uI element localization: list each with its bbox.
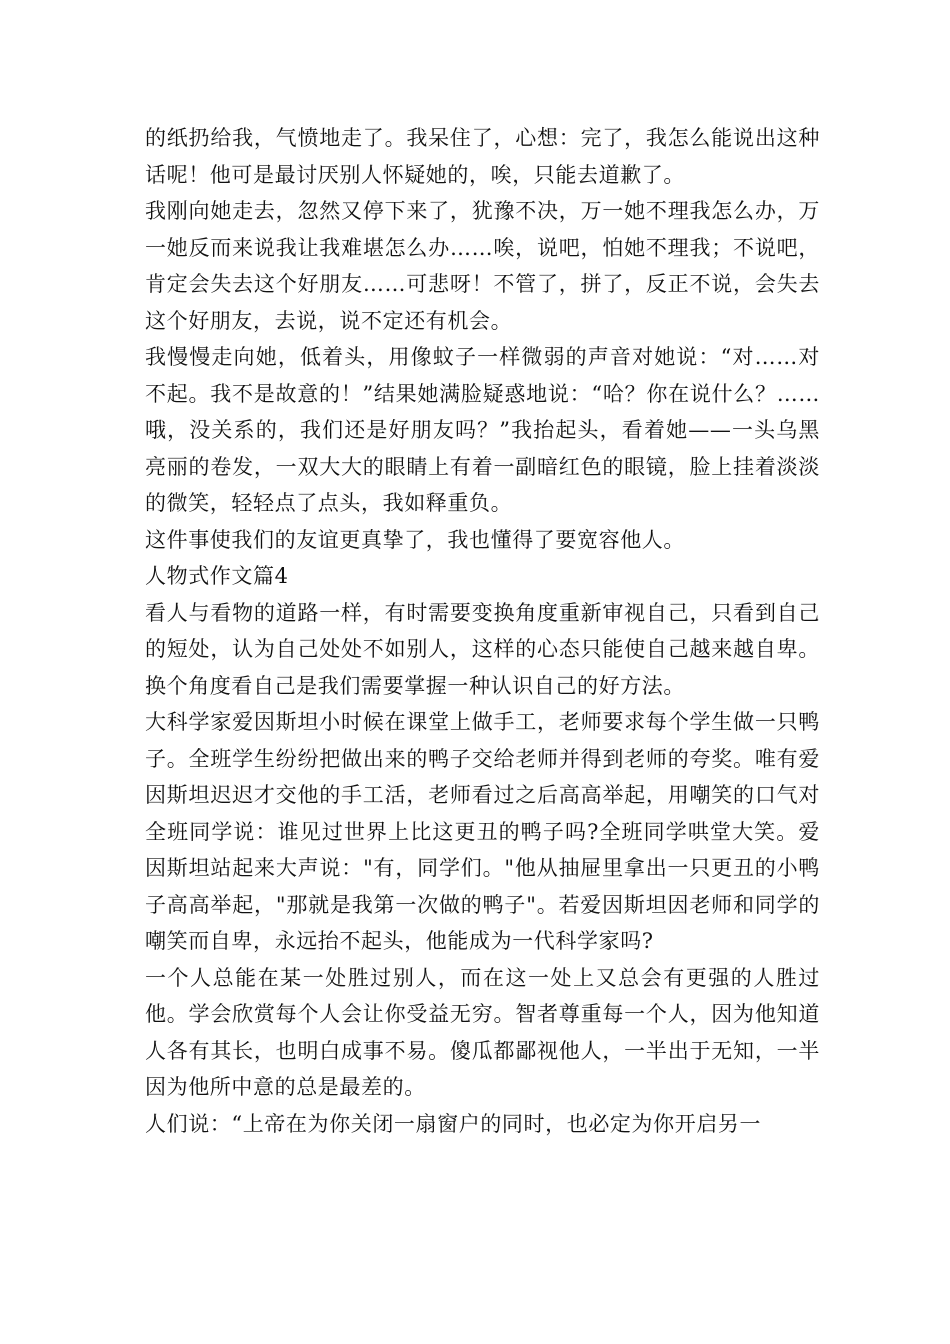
section-heading: 人物式作文篇4 xyxy=(145,564,289,588)
paragraph-2: 我刚向她走去，忽然又停下来了，犹豫不决，万一她不理我怎么办，万一她反而来说我让我难堪怎么办……唉，说吧，怕她不理我；不说吧，肯定会失去这个好朋友……可悲呀！不管了，拼了，反正不说，会失去这个好朋友，去说，说不定还有机会。 xyxy=(145,199,820,333)
paragraph-4: 这件事使我们的友谊更真挚了，我也懂得了要宽容他人。 xyxy=(145,527,685,552)
paragraph-1: 的纸扔给我，气愤地走了。我呆住了，心想：完了，我怎么能说出这种话呢！他可是最讨厌别人怀疑她的，唉，只能去道歉了。 xyxy=(145,126,820,187)
document-body xyxy=(145,120,820,1142)
paragraph-7: 一个人总能在某一处胜过别人，而在这一处上又总会有更强的人胜过他。学会欣赏每个人会让你受益无穷。智者尊重每一个人，因为他知道人各有其长，也明白成事不易。傻瓜都鄙视他人，一半出于无知，一半因为他所中意的总是最差的。 xyxy=(145,965,820,1099)
paragraph-3: 我慢慢走向她，低着头，用像蚊子一样微弱的声音对她说：“对……对不起。我不是故意的！”结果她满脸疑惑地说：“哈？你在说什么？……哦，没关系的，我们还是好朋友吗？”我抬起头，看着她——一头乌黑亮丽的卷发，一双大大的眼睛上有着一副暗红色的眼镜，脸上挂着淡淡的微笑，轻轻点了点头，我如释重负。 xyxy=(145,345,820,515)
paragraph-8: 人们说：“上帝在为你关闭一扇窗户的同时，也必定为你开启另一 xyxy=(145,1111,762,1136)
paragraph-5: 看人与看物的道路一样，有时需要变换角度重新审视自己，只看到自己的短处，认为自己处处不如别人，这样的心态只能使自己越来越自卑。换个角度看自己是我们需要掌握一种认识自己的好方法。 xyxy=(145,600,820,698)
paragraph-6: 大科学家爱因斯坦小时候在课堂上做手工，老师要求每个学生做一只鸭子。全班学生纷纷把做出来的鸭子交给老师并得到老师的夸奖。唯有爱因斯坦迟迟才交他的手工活，老师看过之后高高举起，用嘲笑的口气对全班同学说：谁见过世界上比这更丑的鸭子吗?全班同学哄堂大笑。爱因斯坦站起来大声说："有，同学们。"他从抽屉里拿出一只更丑的小鸭子高高举起，"那就是我第一次做的鸭子"。若爱因斯坦因老师和同学的嘲笑而自卑，永远抬不起头，他能成为一代科学家吗? xyxy=(145,710,820,953)
